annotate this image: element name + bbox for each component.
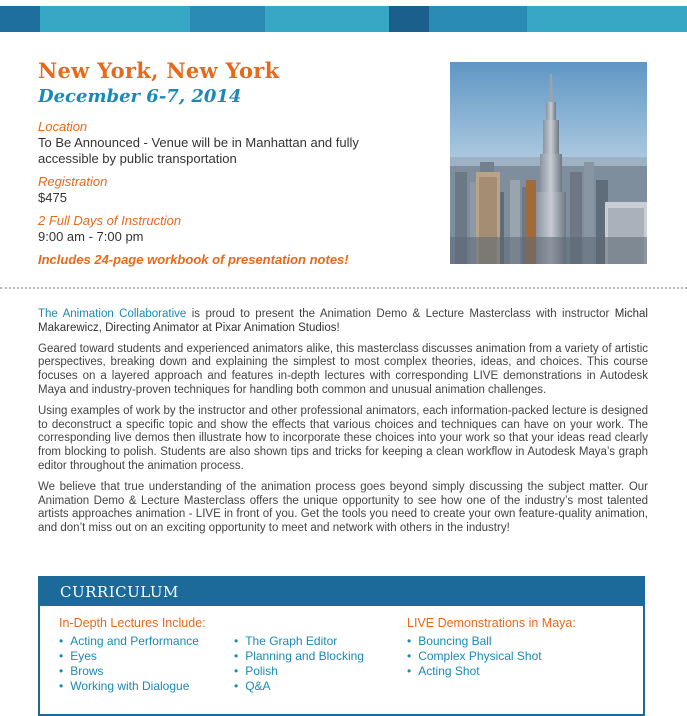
lectures-list-2 — [234, 634, 364, 694]
registration-label: Registration — [38, 174, 108, 189]
curriculum-box — [38, 576, 645, 716]
top-color-bar — [0, 6, 687, 32]
top-bar-segment — [190, 6, 265, 32]
list-item: • Planning and Blocking — [234, 649, 364, 664]
curriculum-header: CURRICULUM — [40, 578, 643, 606]
dotted-divider — [0, 287, 687, 289]
top-bar-segment — [0, 6, 40, 32]
description-paragraph-3: We believe that true understanding of the animation process goes beyond simply discussing the subject matter. Our Animation Demo & Lecture Masterclass offers the unique opportunity to see how one of the industry’s most talented artists approaches animation - LIVE in front of you. Get the tools you need to create your own feature-quality animation, and don’t miss out on an exciting opportunity to meet and network with others in the industry! — [38, 480, 648, 535]
org-name-link[interactable]: The Animation Collaborative — [38, 308, 187, 320]
list-item: • Working with Dialogue — [59, 679, 199, 694]
list-item: • Acting and Performance — [59, 634, 199, 649]
intro-end: ! — [336, 321, 340, 334]
top-bar-segment — [527, 6, 687, 32]
top-bar-segment — [265, 6, 389, 32]
instruction-value: 9:00 am - 7:00 pm — [38, 229, 144, 244]
list-item: • Polish — [234, 664, 364, 679]
lectures-title: In-Depth Lectures Include: — [59, 616, 206, 630]
list-item: • Eyes — [59, 649, 199, 664]
instruction-label: 2 Full Days of Instruction — [38, 213, 182, 228]
intro-text-span: is proud to present the Animation Demo & Lecture Masterclass with instructor — [186, 308, 615, 320]
list-item: • Brows — [59, 664, 199, 679]
list-item: • Bouncing Ball — [407, 634, 542, 649]
intro-paragraph — [38, 308, 648, 336]
city-title: New York, New York — [38, 58, 280, 83]
intro-text — [38, 308, 648, 543]
list-item: • Complex Physical Shot — [407, 649, 542, 664]
location-label: Location — [38, 119, 88, 134]
list-item: • The Graph Editor — [234, 634, 364, 649]
demos-list — [407, 634, 542, 679]
top-bar-segment — [389, 6, 429, 32]
list-item: • Acting Shot — [407, 664, 542, 679]
registration-value: $475 — [38, 190, 67, 205]
description-paragraph-2: Using examples of work by the instructor and other professional animators, each information-packed lecture is designed to deconstruct a specific topic and show the effects that various choices and techniques can have on your work. The corresponding live demos then illustrate how to incorporate these choices into your work so that your ideas read clearly from blocking to polish. Students are also shown tips and tricks for keeping a clean workflow in Autodesk Maya’s graph editor throughout the animation process. — [38, 404, 648, 472]
demos-title: LIVE Demonstrations in Maya: — [407, 616, 576, 630]
description-paragraph-1: Geared toward students and experienced animators alike, this masterclass discusses animation from a variety of artistic perspectives, breaking down and explaining the simplest to most complex theories, ideas, and choices. This course focuses on a layered approach and features in-depth lectures with corresponding LIVE demonstrations in Autodesk Maya and industry-proven techniques for handling both common and unusual animation challenges. — [38, 342, 648, 396]
workbook-note: Includes 24-page workbook of presentation notes! — [38, 252, 349, 267]
event-dates: December 6-7, 2014 — [38, 86, 242, 107]
top-bar-segment — [40, 6, 190, 32]
location-value: To Be Announced - Venue will be in Manhattan and fully accessible by public transportation — [38, 135, 359, 166]
instructor-name: Michal Makarewicz, Directing Animator at Pixar Animation Studios — [38, 308, 648, 334]
list-item: • Q&A — [234, 679, 364, 694]
empire-state-building-photo — [450, 62, 647, 264]
top-bar-segment — [429, 6, 527, 32]
lectures-list-1 — [59, 634, 199, 694]
